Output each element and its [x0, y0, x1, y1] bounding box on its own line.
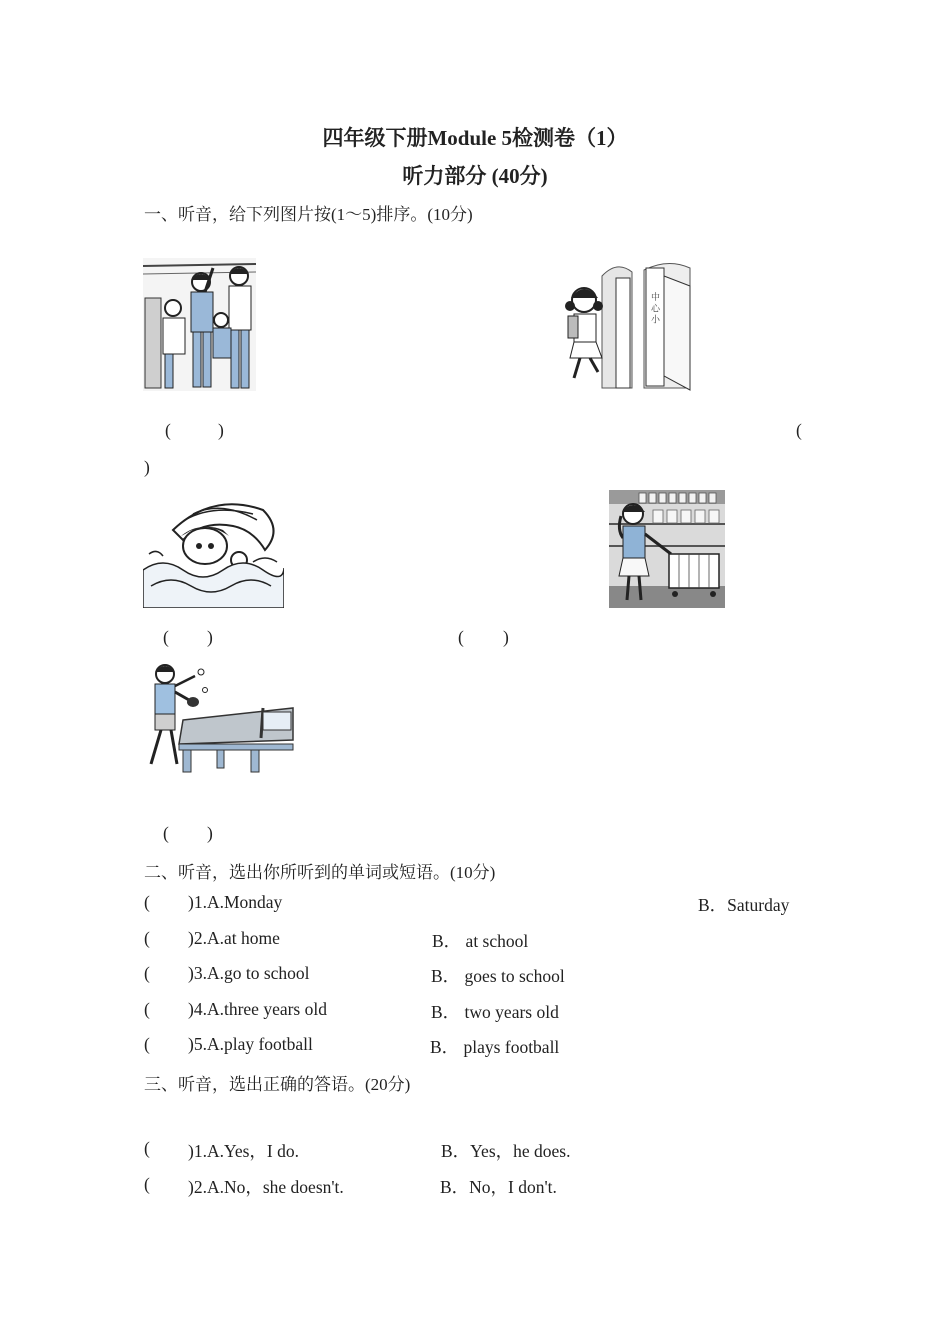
part2-item2-option-b: B． at school	[432, 931, 529, 951]
part2-item2-option-a: )2.A.at home	[188, 928, 280, 948]
table-tennis-picture	[143, 660, 296, 793]
part3-item2-option-b: B．No，I don't.	[440, 1177, 557, 1197]
picture3-paren-close: )	[207, 627, 213, 647]
page-title: 四年级下册Module 5检测卷（1）	[322, 126, 628, 150]
part2-item3-paren: (	[144, 963, 150, 983]
part3-item1-option-b: B．Yes，he does.	[441, 1141, 571, 1161]
part2-item4-option-b: B． two years old	[431, 1002, 559, 1022]
supermarket-picture	[609, 490, 725, 608]
part3-heading: 三、听音，选出正确的答语。(20分)	[144, 1075, 411, 1094]
part2-heading: 二、听音，选出你所听到的单词或短语。(10分)	[144, 863, 496, 882]
part1-heading: 一、听音，给下列图片按(1～5)排序。(10分)	[144, 205, 473, 224]
part2-item4-paren: (	[144, 999, 150, 1019]
picture1-paren-open: (	[165, 420, 171, 440]
picture3-paren-open: (	[163, 627, 169, 647]
part2-item1-paren: (	[144, 892, 150, 912]
part2-item3-option-b: B． goes to school	[431, 966, 565, 986]
part2-item5-option-b: B． plays football	[430, 1037, 560, 1057]
page-subtitle: 听力部分 (40分)	[402, 164, 548, 188]
part2-item2-paren: (	[144, 928, 150, 948]
picture4-paren-close: )	[503, 627, 509, 647]
swimming-picture	[143, 490, 284, 608]
picture4-paren-open: (	[458, 627, 464, 647]
part3-item1-option-a: )1.A.Yes，I do.	[188, 1141, 300, 1161]
picture5-paren-open: (	[163, 823, 169, 843]
part2-item5-option-a: )5.A.play football	[188, 1034, 313, 1054]
school-sign-text: 中 心 小	[650, 292, 660, 324]
part2-item4-option-a: )4.A.three years old	[188, 999, 327, 1019]
part2-item3-option-a: )3.A.go to school	[188, 963, 310, 983]
picture2-paren-close: )	[144, 457, 150, 477]
picture2-paren-open: (	[796, 420, 802, 440]
picture5-paren-close: )	[207, 823, 213, 843]
part2-item1-option-b: B．Saturday	[698, 895, 790, 915]
part2-item5-paren: (	[144, 1034, 150, 1054]
school-gate-picture	[562, 258, 693, 391]
picture1-paren-close: )	[218, 420, 224, 440]
part3-item1-paren: (	[144, 1138, 150, 1158]
part2-item1-option-a: )1.A.Monday	[188, 892, 283, 912]
part3-item2-option-a: )2.A.No，she doesn't.	[188, 1177, 344, 1197]
part3-item2-paren: (	[144, 1174, 150, 1194]
bus-picture	[143, 258, 256, 391]
